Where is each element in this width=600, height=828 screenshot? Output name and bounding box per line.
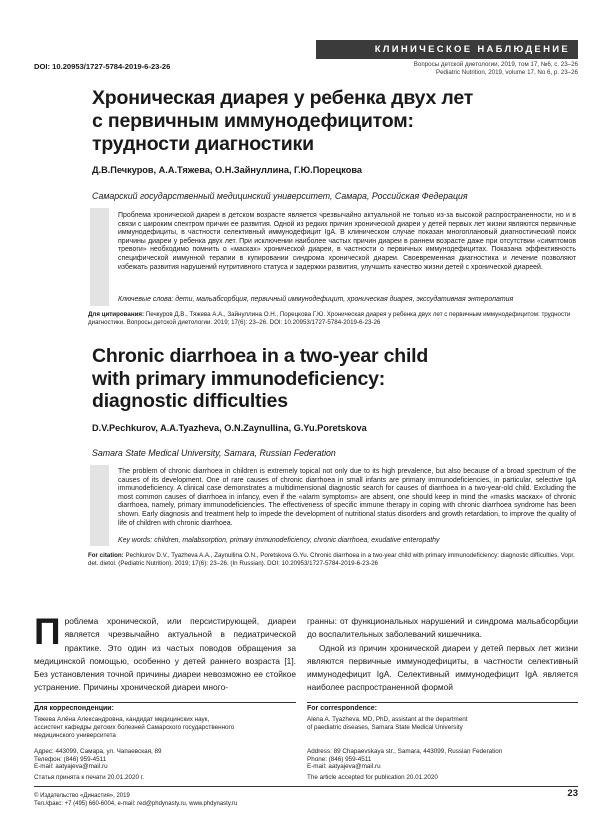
keywords-en: Key words: children, malabsorption, primary immunodeficiency, chronic diarrhoea, exudative enteropathy — [118, 537, 440, 544]
title-ru — [92, 87, 562, 156]
body-paragraph: гранны: от функциональных нарушений и синдрома мальабсорбции до воспалительных заболеваний кишечника. — [307, 616, 578, 640]
journal-ref-en: Pediatric Nutrition, 2019, volume 17, No 6, p. 23–26 — [435, 69, 578, 76]
title-en-line: diagnostic difficulties — [92, 390, 288, 412]
citation-ru — [88, 311, 580, 327]
affiliation-ru: Самарский государственный медицинский университет, Самара, Российская Федерация — [92, 191, 468, 201]
correspondence-line: Address: 89 Chapaevskaya str., Samara, 443099, Russian Federation — [307, 747, 503, 755]
title-en — [92, 345, 562, 413]
correspondence-line: Телефон: (846) 959-4511 — [34, 755, 107, 763]
publisher-contacts: Тел./факс: +7 (495) 660-6004, e-mail: red@phdynasty.ru, www.phdynasty.ru — [34, 801, 238, 807]
body-column-left — [34, 611, 296, 695]
body-left-text: роблема хронической, или персистирующей, диареи является чрезвычайно актуальной в педиатрической практике. Это один из частых поводов обращения за медицинской помощью, особенно у детей раннего возраста [1]. Без установления точной причины диареи невозможно ее стойкое устранение. Причины хронической диареи много- — [34, 616, 296, 693]
correspondence-line: E-mail: aatyajeva@mail.ru — [34, 763, 108, 771]
received-en: The article accepted for publication 20.01.2020 — [307, 774, 438, 781]
abstract-ru-bar — [90, 208, 109, 306]
correspondence-line — [307, 732, 578, 740]
received-ru: Статья принята к печати 20.01.2020 г. — [34, 774, 144, 781]
authors-ru: Д.В.Печкуров, А.А.Тяжева, О.Н.Зайнуллина, Г.Ю.Порецкова — [92, 165, 363, 175]
section-banner: КЛИНИЧЕСКОЕ НАБЛЮДЕНИЕ — [316, 40, 578, 59]
correspondence-line: of paediatric diseases, Samara State Medical University — [307, 723, 463, 731]
title-ru-line: трудности диагностики — [92, 133, 314, 155]
citation-en-label: For citation: — [88, 552, 124, 559]
footer-rule — [34, 786, 578, 787]
correspondence-rule-left — [34, 702, 296, 703]
body-paragraph: Одной из причин хронической диареи у детей первых лет жизни являются первичные иммунодефициты, в частности селективный иммунодефицит IgA. Селективный иммунодефицит IgA является наиболее распространенной формой — [307, 642, 578, 693]
correspondence-heading-en: For correspondence: — [307, 705, 378, 712]
correspondence-rule-right — [307, 702, 578, 703]
title-ru-line: с первичным иммунодефицитом: — [92, 110, 414, 132]
abstract-ru-box — [90, 208, 578, 306]
correspondence-line: Адрес: 443099, Самара, ул. Чапаевская, 89 — [34, 747, 162, 755]
correspondence-ru — [34, 716, 296, 771]
correspondence-line: Тяжева Алёна Александровна, кандидат медицинских наук, — [34, 716, 210, 723]
title-en-line: Chronic diarrhoea in a two-year child — [92, 345, 429, 367]
abstract-en-text: The problem of chronic diarrhoea in children is extremely topical not only due to its high prevalence, but also because of a broad spectrum of the causes of its development. One of rare causes of chronic diarrhoea in small infants are primary immunodeficiencies, in particular, selective IgA immunodeficiency. A clinical case demonstrates a multidimensional diagnostic search for causes of diarrhoea in a two-year-old child. Excluding the most common causes of diarrhoea in infancy, even if the «alarm symptoms» are absent, one should keep in mind the «masks маскax» of chronic diarrhoea, namely, primary immunodeficiencies. The effectiveness of specific immune therapy in coping with chronic diarrhoea syndrome has been shown. Early diagnosis and treatment help to impede the development of nutritional status disorders and growth retardation, to improve the quality of life of children with chronic diarrhoea. — [118, 468, 576, 527]
body-column-right — [307, 615, 578, 695]
correspondence-line — [34, 740, 296, 748]
journal-reference — [382, 61, 578, 77]
correspondence-line — [307, 740, 578, 748]
doi-label: DOI: 10.20953/1727-5784-2019-6-23-26 — [34, 62, 171, 71]
citation-en — [88, 552, 580, 568]
keywords-ru: Ключевые слова: дети, мальабсорбция, первичный иммунодефицит, хроническая диарея, экссудативная энтеропатия — [118, 296, 514, 303]
correspondence-en — [307, 716, 578, 771]
footer-publisher — [34, 792, 237, 808]
correspondence-line: Phone: (846) 959-4511 — [307, 755, 372, 763]
journal-ref-ru: Вопросы детской диетологии, 2019, том 17, №6, с. 23–26 — [413, 61, 578, 68]
title-en-line: with primary immunodeficiency: — [92, 367, 386, 390]
citation-ru-text: Печкуров Д.В., Тяжева А.А., Зайнуллина О.Н., Порецкова Г.Ю. Хроническая диарея у ребенка двух лет с первичным иммунодефицитом: трудности диагностики. Вопросы детской диетологии. 2019; 17(6): 23–26. DOI: 10.20953/1727-5784-2019-6-23-26 — [88, 311, 571, 326]
abstract-ru-text: Проблема хронической диареи в детском возрасте является чрезвычайно актуальной не только из-за высокой распространенности, но и в связи с широким спектром причин ее развития. Одной из редких причин хронической диареи у детей первых лет жизни являются первичные иммунодефициты, в частности селективный иммунодефицит IgA. В клиническом случае показан многоплановый диагностический поиск причины диареи у ребенка двух лет. При исключении наиболее частых причин диареи в раннем возрасте даже при отсутствии «симптомов тревоги» необходимо помнить о «масках» хронической диареи, в частности о первичных иммунодефицитах. Показана эффективность специфической иммунной терапии в купировании синдрома хронической диареи. Своевременная диагностика и лечение позволяют избежать развития нарушений нутритивного статуса и задержки развития, улучшить качество жизни детей с хронической диареей. — [118, 212, 576, 271]
authors-en: D.V.Pechkurov, A.A.Tyazheva, O.N.Zaynullina, G.Yu.Poretskova — [92, 423, 367, 433]
correspondence-heading-ru: Для корреспонденции: — [34, 705, 114, 712]
title-ru-line: Хроническая диарея у ребенка двух лет — [92, 87, 474, 109]
publisher-copyright: © Издательство «Династия», 2019 — [34, 793, 130, 799]
correspondence-line: ассистент кафедры детских болезней Самарского государственного — [34, 723, 235, 731]
citation-ru-label: Для цитирования: — [88, 311, 145, 318]
abstract-en-box — [90, 465, 578, 546]
citation-en-text: Pechkurov D.V., Tyazheva A.A., Zaynullina O.N., Poretskova G.Yu. Chronic diarrhoea in a two-year child with primary immunodeficiency: diagnostic difficulties. Vopr. det. dietol. (Pediatric Nutrition). 2019; 17(6): 23–26. (In Russian). DOI: 10.20953/1727-5784-2019-6-23-26 — [88, 552, 575, 567]
affiliation-en: Samara State Medical University, Samara, Russian Federation — [92, 448, 336, 458]
abstract-en-bar — [90, 465, 109, 546]
page-number: 23 — [567, 788, 578, 799]
dropcap: П — [34, 611, 61, 652]
correspondence-line: Alena A. Tyazheva, MD, PhD, assistant at the department — [307, 716, 468, 723]
correspondence-line: медицинского университета — [34, 731, 116, 739]
correspondence-line: E-mail: aatyajeva@mail.ru — [307, 763, 381, 771]
